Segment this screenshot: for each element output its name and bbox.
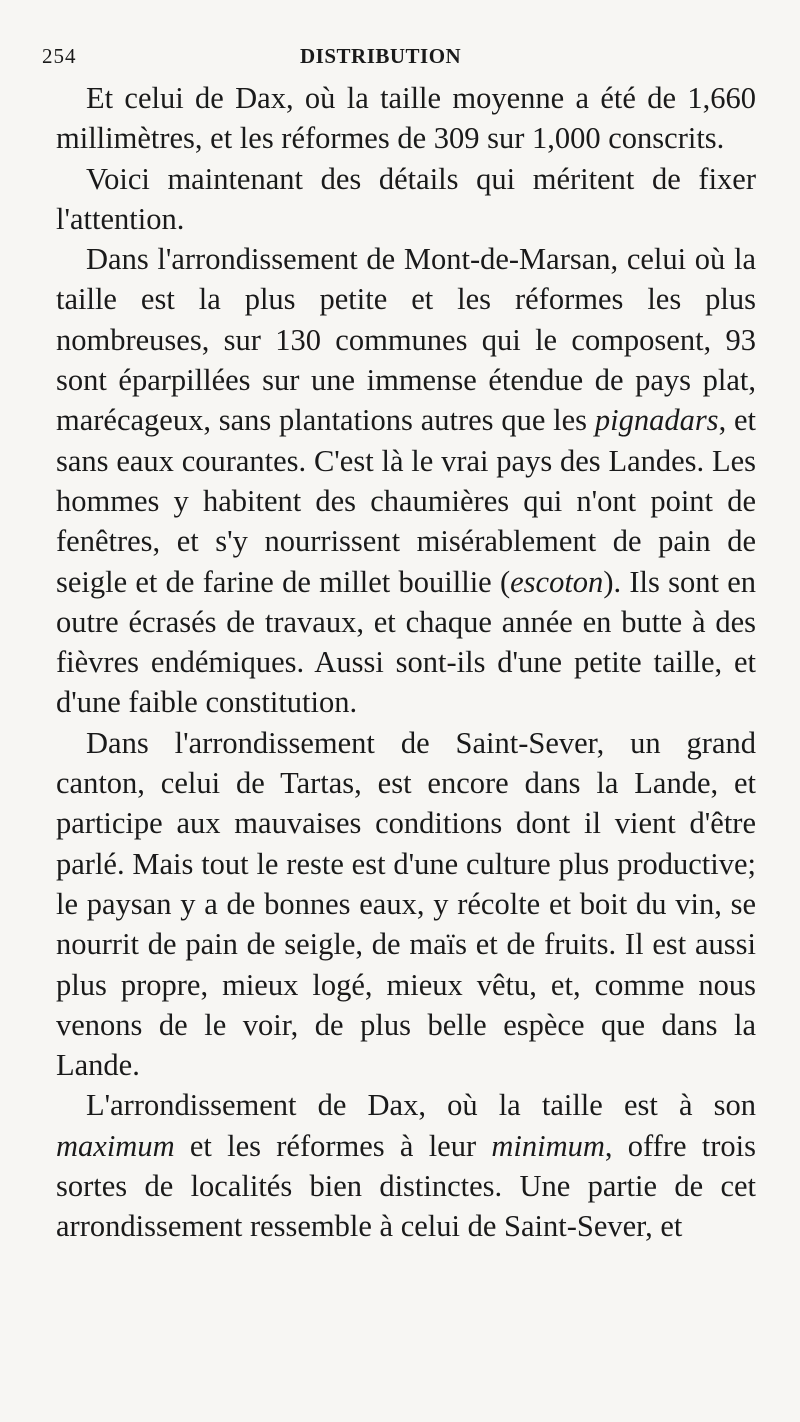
italic-term: maximum bbox=[56, 1128, 175, 1163]
running-title: DISTRIBUTION bbox=[300, 44, 462, 68]
italic-term: minimum bbox=[491, 1128, 605, 1163]
paragraph-text: , et sans eaux courantes. C'est là le vrai pays des Landes. Les hommes y habitent des chaumières qui n'ont point de fenêtres, et s'y nourrissent misérablement de pain de seigle et de farine de millet bouillie ( bbox=[56, 403, 756, 599]
paragraph-saint-sever bbox=[56, 723, 756, 1086]
body-text bbox=[56, 78, 756, 1247]
paragraph-text: L'arrondissement de Dax, où la taille est à son bbox=[86, 1088, 756, 1123]
paragraph-dax-summary bbox=[56, 78, 756, 159]
italic-term: escoton bbox=[510, 564, 604, 599]
paragraph-text: et les réformes à leur bbox=[174, 1128, 492, 1163]
running-head bbox=[42, 38, 756, 78]
paragraph-text: Dans l'arrondissement de Mont-de-Marsan, celui où la taille est la plus petite et les réformes les plus nombreuses, sur 130 communes qui le composent, 93 sont éparpillées sur une immense étendue de pays plat, marécageux, sans plantations autres que les bbox=[56, 242, 756, 438]
paragraph-text: , offre trois sortes de localités bien distinctes. Une partie de cet arrondissement ressemble à celui de Saint-Sever, et bbox=[56, 1128, 756, 1244]
paragraph-text: Voici maintenant des détails qui méritent de fixer l'attention. bbox=[56, 161, 756, 236]
paragraph-text: ). Ils sont en outre écrasés de travaux, et chaque année en butte à des fièvres endémiques. Aussi sont-ils d'une petite taille, et d'une faible constitution. bbox=[56, 564, 756, 720]
paragraph-mont-de-marsan bbox=[56, 239, 756, 723]
paragraph-details-intro bbox=[56, 159, 756, 240]
paragraph-text: Et celui de Dax, où la taille moyenne a été de 1,660 millimètres, et les réformes de 309 sur 1,000 conscrits. bbox=[56, 81, 756, 156]
paragraph-text: Dans l'arrondissement de Saint-Sever, un grand canton, celui de Tartas, est encore dans la Lande, et participe aux mauvaises conditions dont il vient d'être parlé. Mais tout le reste est d'une culture plus productive; le paysan y a de bonnes eaux, y récolte et boit du vin, se nourrit de pain de seigle, de maïs et de fruits. Il est aussi plus propre, mieux logé, mieux vêtu, et, comme nous venons de le voir, de plus belle espèce que dans la Lande. bbox=[56, 725, 756, 1083]
paragraph-dax-localities bbox=[56, 1085, 756, 1246]
page-number: 254 bbox=[42, 44, 77, 68]
italic-term: pignadars bbox=[594, 403, 719, 438]
